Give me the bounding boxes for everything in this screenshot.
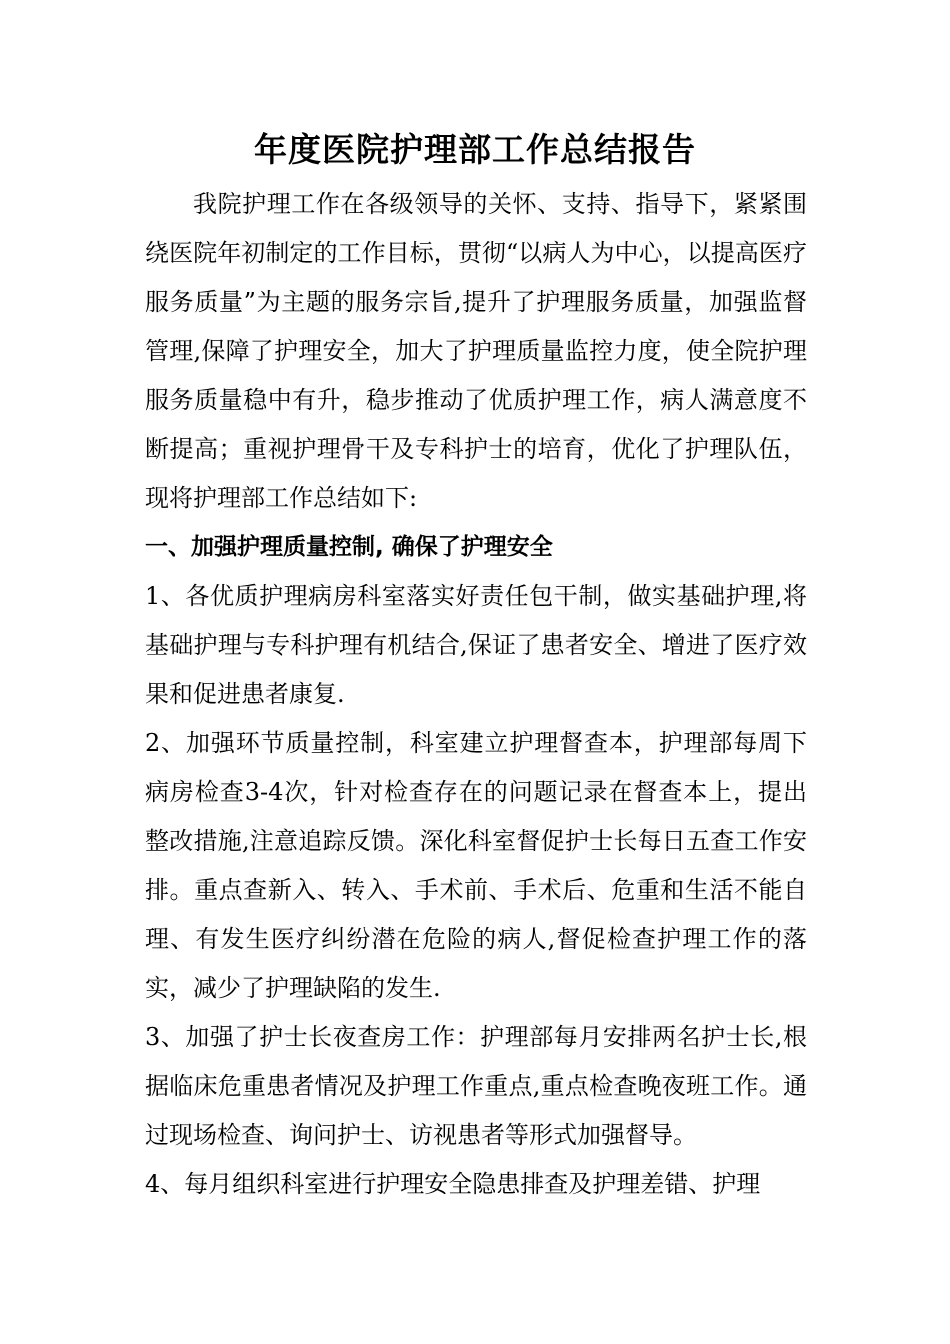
list-item: 1、各优质护理病房科室落实好责任包干制，做实基础护理,将基础护理与专科护理有机结合,保证了患者安全、增进了医疗效果和促进患者康复. <box>145 582 807 708</box>
document-title: 年度医院护理部工作总结报告 <box>254 130 696 169</box>
section-heading: 一、加强护理质量控制, 确保了护理安全 <box>145 534 553 560</box>
list-item: 2、加强环节质量控制，科室建立护理督查本，护理部每周下病房检查3-4次，针对检查存在的问题记录在督查本上，提出整改措施,注意追踪反馈。深化科室督促护士长每日五查工作安排。重点查新入、转入、手术前、手术后、危重和生活不能自理、有发生医疗纠纷潜在危险的病人,督促检查护理工作的落实，减少了护理缺陷的发生. <box>145 729 807 1002</box>
list-item: 4、每月组织科室进行护理安全隐患排查及护理差错、护理 <box>145 1170 761 1198</box>
list-item: 3、加强了护士长夜查房工作：护理部每月安排两名护士长,根据临床危重患者情况及护理工作重点,重点检查晚夜班工作。通过现场检查、询问护士、访视患者等形式加强督导。 <box>145 1023 807 1149</box>
intro-paragraph: 我院护理工作在各级领导的关怀、支持、指导下，紧紧围绕医院年初制定的工作目标，贯彻“以病人为中心，以提高医疗服务质量”为主题的服务宗旨,提升了护理服务质量，加强监督管理,保障了护理安全，加大了护理质量监控力度，使全院护理服务质量稳中有升，稳步推动了优质护理工作，病人满意度不断提高；重视护理骨干及专科护士的培育，优化了护理队伍，现将护理部工作总结如下: <box>145 190 807 512</box>
document-body <box>145 180 807 1209</box>
